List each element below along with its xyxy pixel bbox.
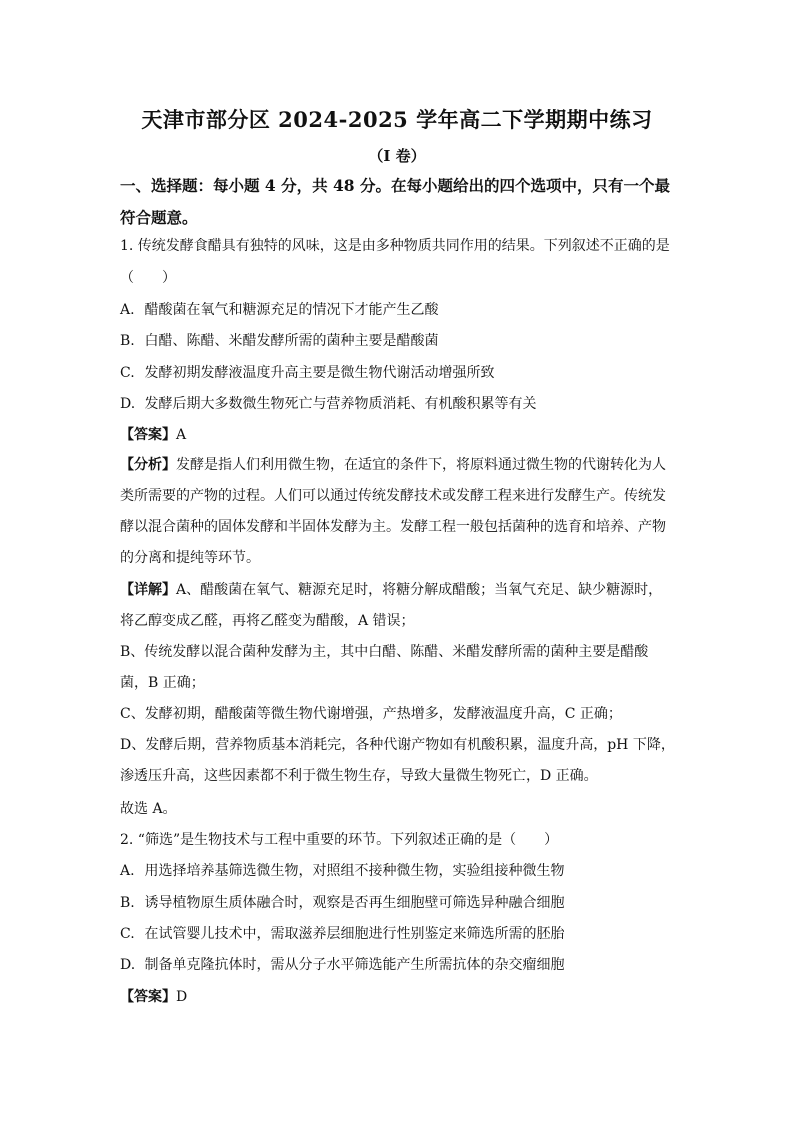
section-heading: 一、选择题：每小题 4 分，共 48 分。在每小题给出的四个选项中，只有一个最符合题意。 bbox=[120, 176, 670, 227]
q1-option-d bbox=[120, 394, 690, 414]
q1-answer bbox=[120, 425, 690, 445]
q1-detail-a bbox=[120, 575, 675, 637]
q1-option-c bbox=[120, 363, 690, 383]
q1-option-a bbox=[120, 300, 690, 320]
q1-analysis bbox=[120, 450, 675, 574]
option-letter: A. bbox=[120, 863, 135, 879]
q2-option-a bbox=[120, 861, 690, 881]
option-text: 醋酸菌在氧气和糖源充足的情况下才能产生乙酸 bbox=[144, 302, 439, 318]
option-letter: D. bbox=[120, 396, 136, 412]
page-title: 天津市部分区 2024-2025 学年高二下学期期中练习 bbox=[141, 107, 653, 132]
option-letter: C. bbox=[120, 926, 135, 942]
option-text: 用选择培养基筛选微生物，对照组不接种微生物，实验组接种微生物 bbox=[144, 863, 565, 879]
q2-answer bbox=[120, 987, 690, 1007]
q1-stem-line1: 1. 传统发酵食醋具有独特的风味，这是由多种物质共同作用的结果。下列叙述不正确的是 bbox=[120, 238, 670, 254]
answer-value: D bbox=[176, 989, 188, 1005]
q1-stem-line2: （ ） bbox=[120, 270, 176, 286]
answer-value: A bbox=[176, 427, 187, 443]
option-letter: B. bbox=[120, 895, 135, 911]
q2-stem: 2. “筛选”是生物技术与工程中重要的环节。下列叙述正确的是（ ） bbox=[120, 832, 559, 848]
q2-option-d bbox=[120, 955, 690, 975]
q1-detail-d: D、发酵后期，营养物质基本消耗完，各种代谢产物如有机酸积累，温度升高，pH 下降，渗透压升高，这些因素都不利于微生物生存，导致大量微生物死亡，D 正确。 bbox=[120, 737, 675, 784]
option-text: 诱导植物原生质体融合时，观察是否再生细胞壁可筛选异种融合细胞 bbox=[144, 895, 565, 911]
option-text: 发酵初期发酵液温度升高主要是微生物代谢活动增强所致 bbox=[144, 365, 495, 381]
option-text: 制备单克隆抗体时，需从分子水平筛选能产生所需抗体的杂交瘤细胞 bbox=[144, 957, 565, 973]
answer-tag: 【答案】 bbox=[120, 989, 176, 1005]
q1-detail-c: C、发酵初期，醋酸菌等微生物代谢增强，产热增多，发酵液温度升高，C 正确； bbox=[120, 706, 622, 722]
option-text: 白醋、陈醋、米醋发酵所需的菌种主要是醋酸菌 bbox=[144, 333, 439, 349]
option-letter: D. bbox=[120, 957, 136, 973]
analysis-text: 发酵是指人们利用微生物，在适宜的条件下，将原料通过微生物的代谢转化为人类所需要的产物的过程。人们可以通过传统发酵技术或发酵工程来进行发酵生产。传统发酵以混合菌种的固体发酵和半固体发酵为主。发酵工程一般包括菌种的选育和培养、产物的分离和提纯等环节。 bbox=[120, 457, 666, 566]
q2-option-b bbox=[120, 893, 690, 913]
q1-detail-b: B、传统发酵以混合菌种发酵为主，其中白醋、陈醋、米醋发酵所需的菌种主要是醋酸菌，B 正确； bbox=[120, 644, 649, 691]
option-letter: C. bbox=[120, 365, 135, 381]
page-subtitle: （I 卷） bbox=[368, 147, 426, 165]
detail-tag: 【详解】 bbox=[120, 582, 176, 598]
q2-option-c bbox=[120, 924, 690, 944]
option-text: 发酵后期大多数微生物死亡与营养物质消耗、有机酸积累等有关 bbox=[144, 396, 537, 412]
option-letter: B. bbox=[120, 333, 135, 349]
analysis-tag: 【分析】 bbox=[120, 457, 176, 473]
option-text: 在试管婴儿技术中，需取滋养层细胞进行性别鉴定来筛选所需的胚胎 bbox=[144, 926, 565, 942]
q1-option-b bbox=[120, 331, 690, 351]
answer-tag: 【答案】 bbox=[120, 427, 176, 443]
detail-a-text: A、醋酸菌在氧气、糖源充足时，将糖分解成醋酸；当氧气充足、缺少糖源时，将乙醇变成乙醛，再将乙醛变为醋酸，A 错误； bbox=[120, 582, 663, 629]
option-letter: A. bbox=[120, 302, 135, 318]
q1-conclusion: 故选 A。 bbox=[120, 801, 177, 817]
